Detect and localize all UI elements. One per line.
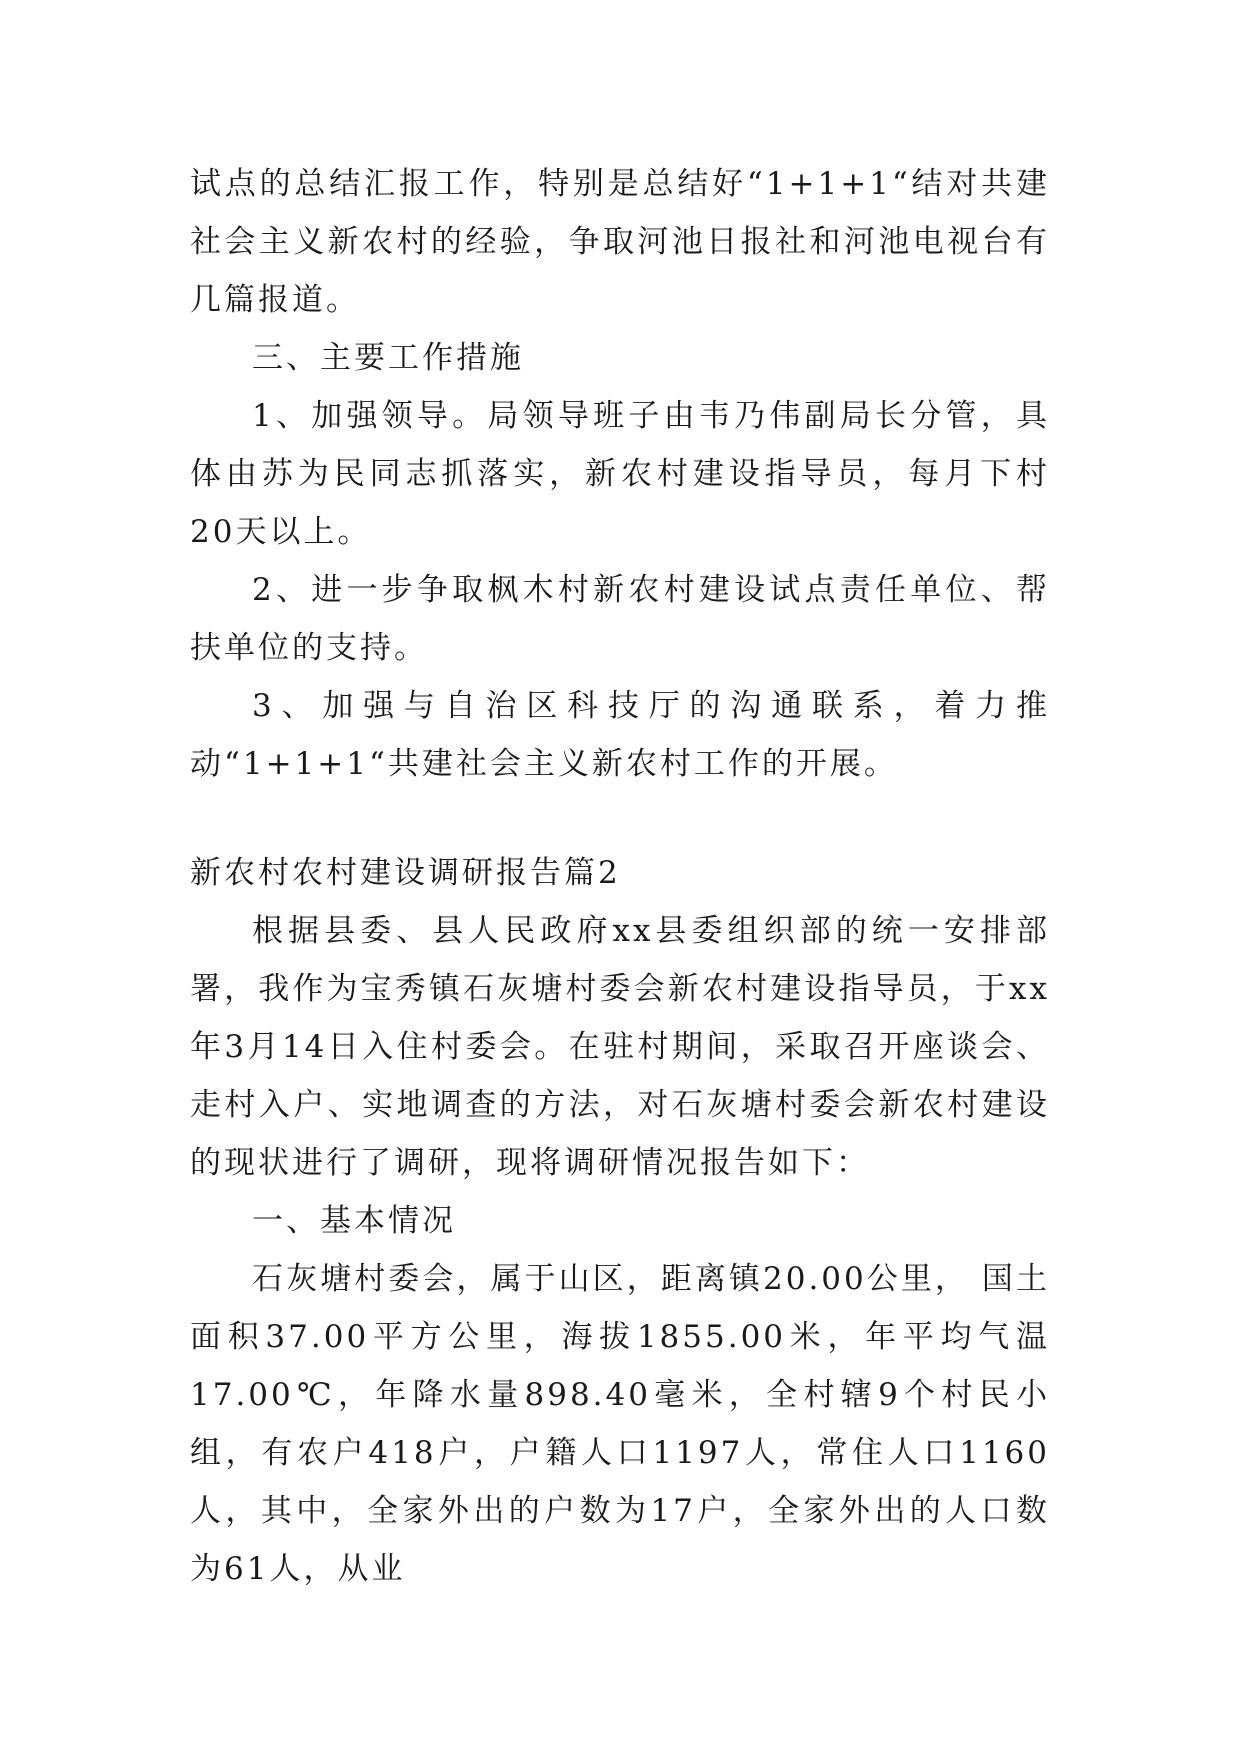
intro-paragraph: 根据县委、县人民政府xx县委组织部的统一安排部署，我作为宝秀镇石灰塘村委会新农村建设指导员，于xx年3月14日入住村委会。在驻村期间，采取召开座谈会、走村入户、实地调查的方法，对石灰塘村委会新农村建设的现状进行了调研，现将调研情况报告如下： xyxy=(190,913,1050,1181)
basic-info-paragraph: 石灰塘村委会，属于山区，距离镇20.00公里， 国土面积37.00平方公里，海拔1855.00米，年平均气温17.00℃，年降水量898.40毫米，全村辖9个村民小组，有农户418户，户籍人口1197人，常住人口1160人，其中，全家外出的户数为17户，全家外出的人口数为61人，从业 xyxy=(190,1261,1050,1587)
measure-paragraph-1: 1、加强领导。局领导班子由韦乃伟副局长分管，具体由苏为民同志抓落实，新农村建设指导员，每月下村20天以上。 xyxy=(190,398,1050,550)
section-heading-measures: 三、主要工作措施 xyxy=(252,340,524,376)
report-title: 新农村农村建设调研报告篇2 xyxy=(190,855,621,891)
continuation-paragraph: 试点的总结汇报工作，特别是总结好“1+1+1“结对共建社会主义新农村的经验，争取河池日报社和河池电视台有几篇报道。 xyxy=(190,166,1050,318)
measure-paragraph-2: 2、进一步争取枫木村新农村建设试点责任单位、帮扶单位的支持。 xyxy=(190,572,1050,666)
section-one xyxy=(190,155,1050,793)
section-heading-basic-info: 一、基本情况 xyxy=(252,1203,456,1239)
measure-paragraph-3: 3、加强与自治区科技厅的沟通联系，着力推动“1+1+1“共建社会主义新农村工作的开展。 xyxy=(190,688,1050,782)
section-two xyxy=(190,844,1050,1598)
